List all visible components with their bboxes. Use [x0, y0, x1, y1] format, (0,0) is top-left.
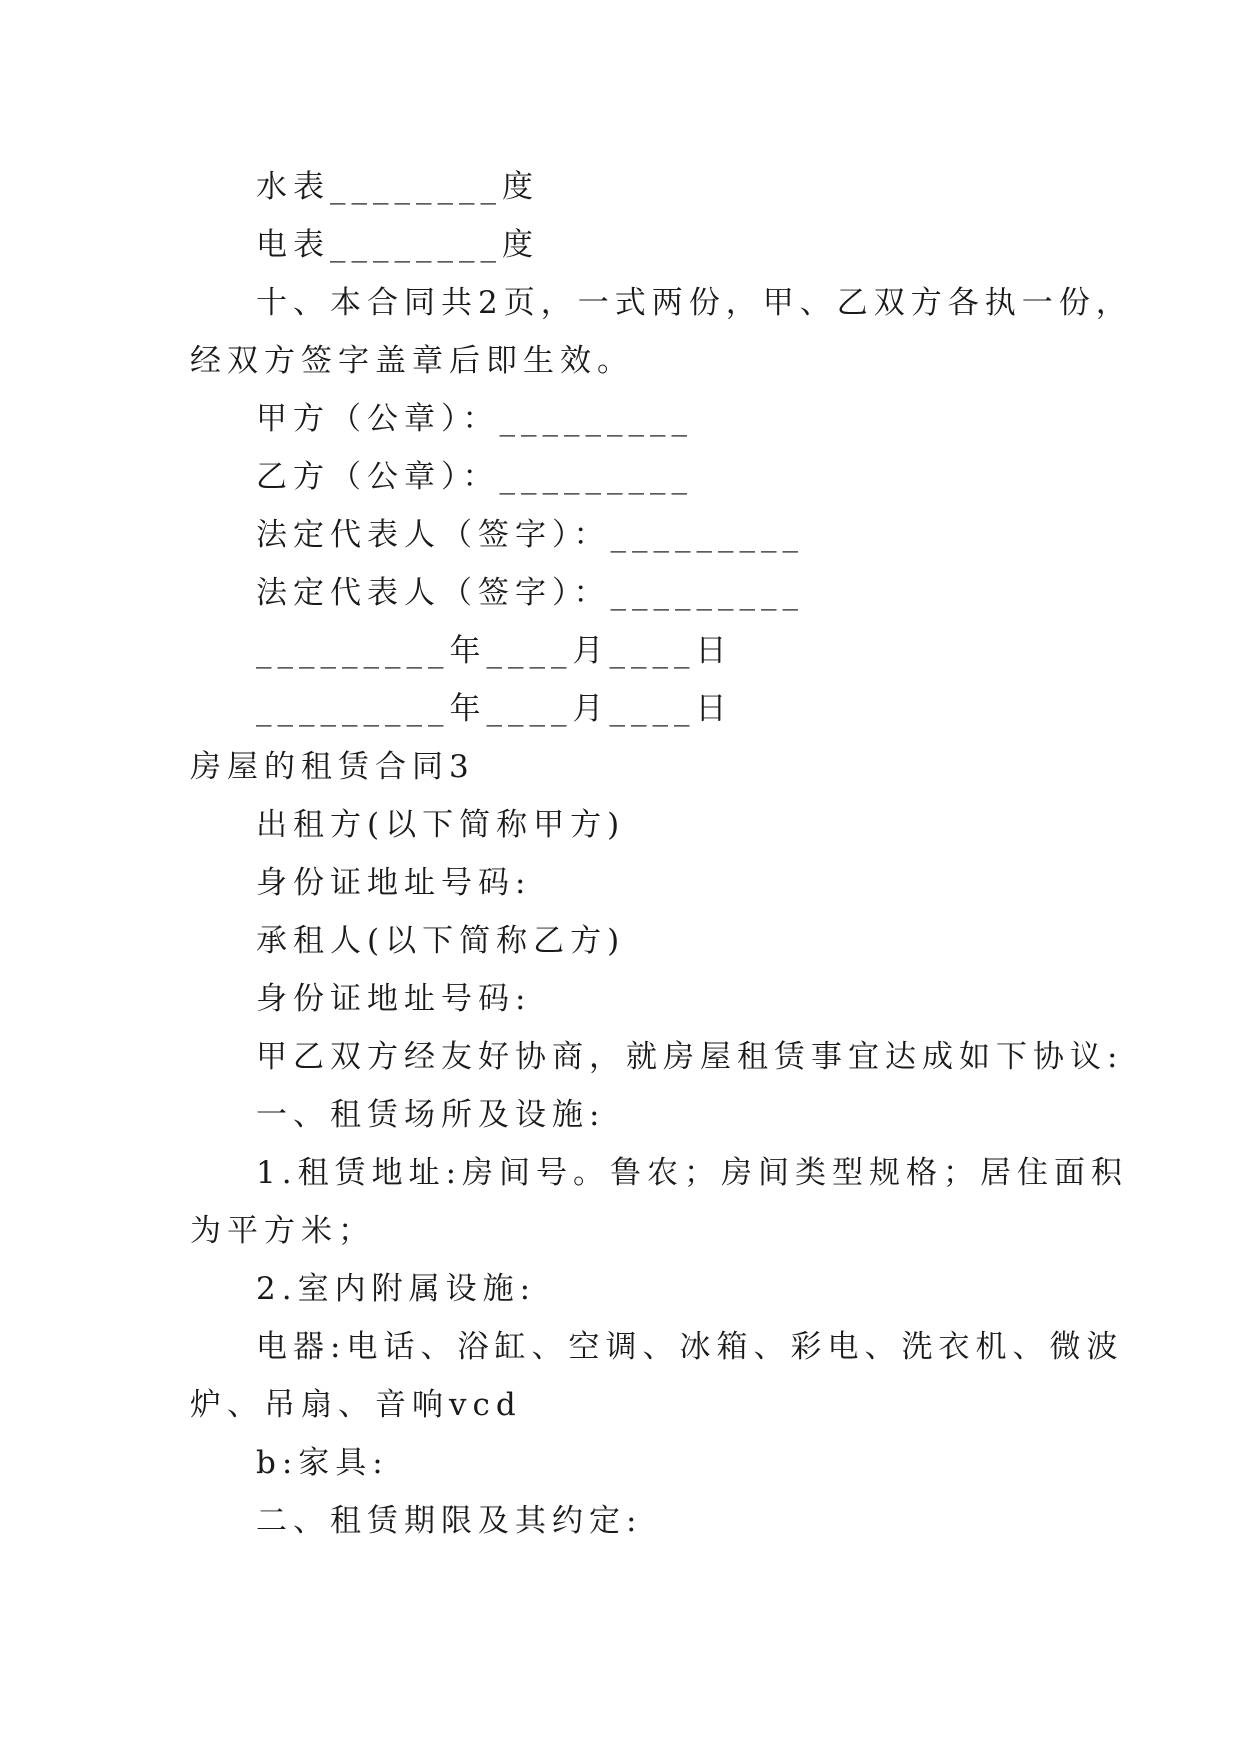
legal-rep-signature-line-b: 法定代表人（签字）：_________	[256, 575, 804, 611]
lease-address-line-1: 1.租赁地址:房间号。鲁农；房间类型规格；居住面积	[256, 1155, 1129, 1191]
clause-one-heading: 一、租赁场所及设施:	[256, 1097, 606, 1133]
lessee-line: 承租人(以下简称乙方)	[256, 923, 626, 959]
lease-address-line-2: 为平方米；	[190, 1213, 375, 1249]
electric-meter-line: 电表________度	[256, 227, 539, 263]
clause-two-heading: 二、租赁期限及其约定:	[256, 1503, 643, 1539]
appliances-line-2: 炉、吊扇、音响vcd	[190, 1387, 522, 1423]
appliances-line-1: 电器:电话、浴缸、空调、冰箱、彩电、洗衣机、微波	[256, 1329, 1124, 1365]
date-line-b: _________年____月____日	[256, 691, 733, 727]
agreement-intro-line: 甲乙双方经友好协商，就房屋租赁事宜达成如下协议:	[256, 1039, 1124, 1075]
facilities-heading: 2.室内附属设施:	[256, 1271, 537, 1307]
lessor-id-line: 身份证地址号码:	[256, 865, 532, 901]
lessee-id-line: 身份证地址号码:	[256, 981, 532, 1017]
date-line-a: _________年____月____日	[256, 633, 733, 669]
water-meter-line: 水表________度	[256, 169, 539, 205]
clause-ten-line-1: 十、本合同共2页，一式两份，甲、乙双方各执一份，	[256, 285, 1133, 321]
legal-rep-signature-line-a: 法定代表人（签字）：_________	[256, 517, 804, 553]
clause-ten-line-2: 经双方签字盖章后即生效。	[190, 343, 634, 379]
lessor-line: 出租方(以下简称甲方)	[256, 807, 626, 843]
furniture-line: b:家具:	[256, 1445, 389, 1481]
party-b-seal-line: 乙方（公章）：_________	[256, 459, 693, 495]
section-title: 房屋的租赁合同3	[190, 749, 475, 785]
party-a-seal-line: 甲方（公章）：_________	[256, 401, 693, 437]
